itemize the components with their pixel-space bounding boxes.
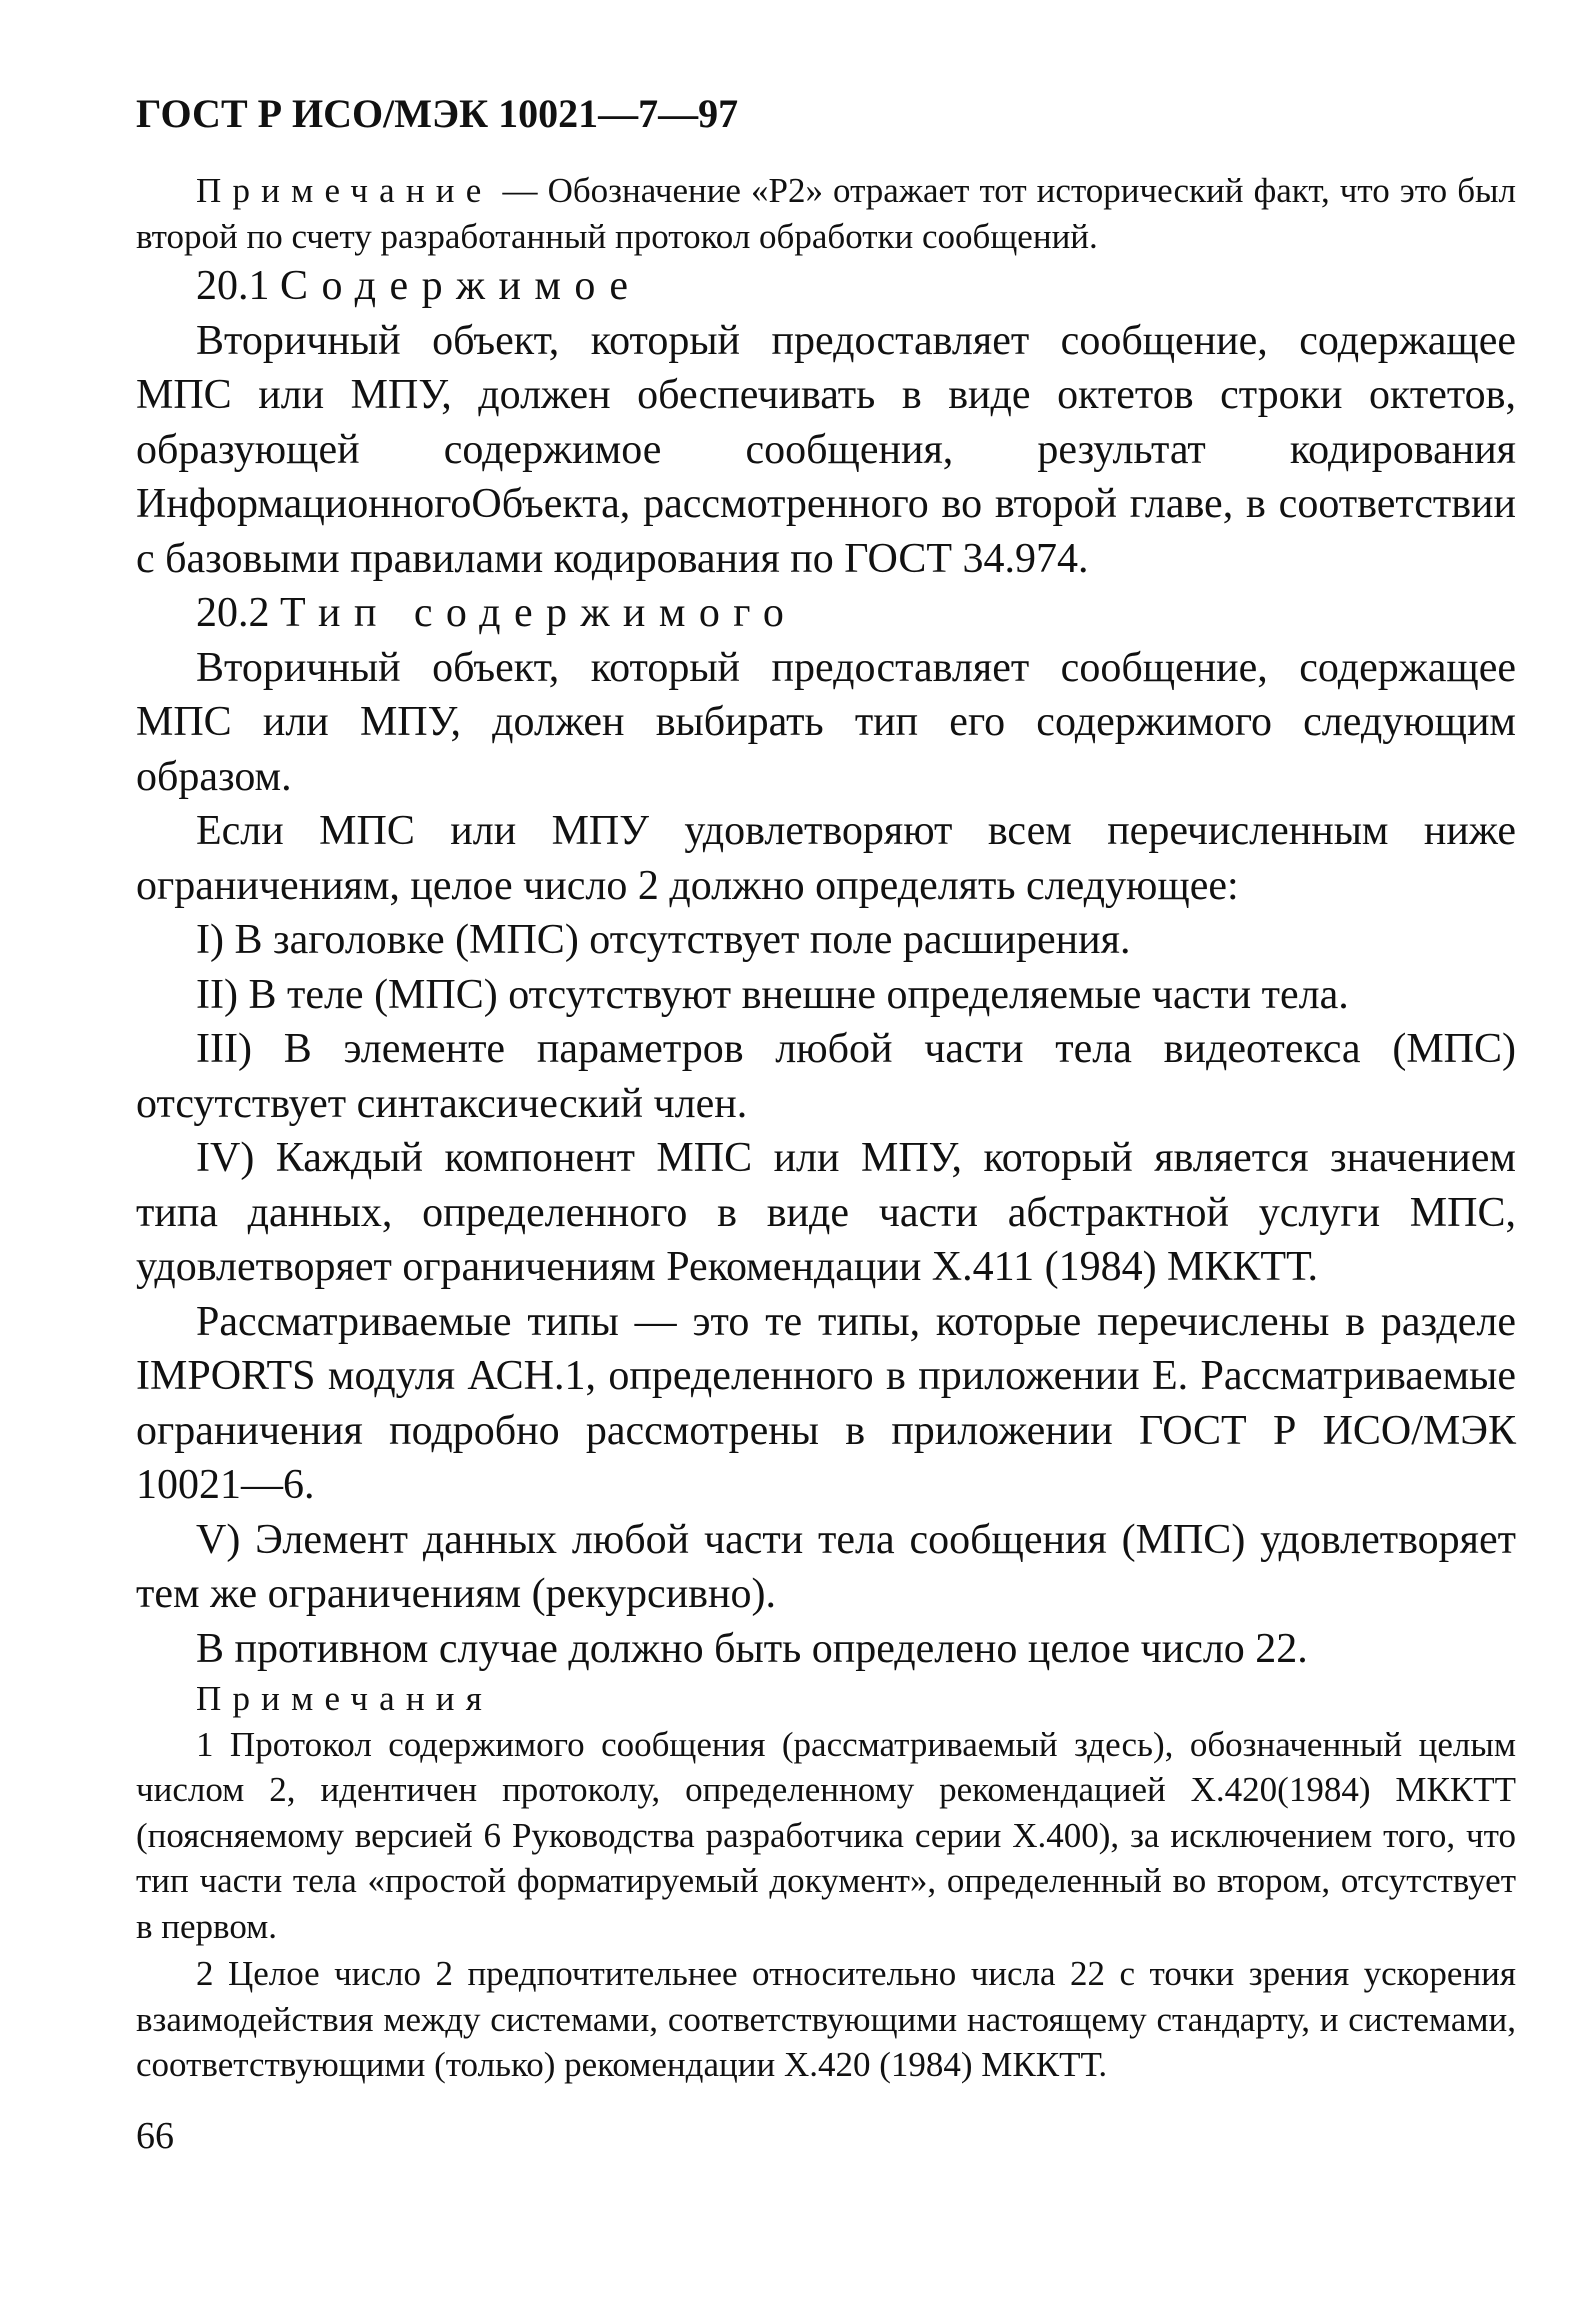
document-header: ГОСТ Р ИСО/МЭК 10021—7—97	[136, 91, 739, 136]
notes-heading: Примечания	[196, 1679, 494, 1718]
section-20-2-title	[136, 586, 1516, 641]
section-20-1-paragraph: Вторичный объект, который предоставляет сообщение, содержащее МПС или МПУ, должен обеспечивать в виде октетов строки октетов, образующей содержимое сообщения, результат кодирования ИнформационногоОбъекта, рассмотренного во второй главе, в соответствии с базовыми правилами кодирования по ГОСТ 34.974.	[136, 317, 1516, 582]
section-20-1-title	[136, 259, 1516, 314]
otherwise-paragraph: В противном случае должно быть определено целое число 22.	[196, 1625, 1308, 1672]
page-number: 66	[136, 2115, 174, 2157]
section-20-2-paragraph-2: Если МПС или МПУ удовлетворяют всем перечисленным ниже ограничениям, целое число 2 должно определять следующее:	[136, 808, 1516, 909]
imports-paragraph: Рассматриваемые типы — это те типы, которые перечислены в разделе IMPORTS модуля АСН.1, определенного в приложении Е. Рассматриваемые ограничения подробно рассмотрены в приложении ГОСТ Р ИСО/МЭК 10021—6.	[136, 1298, 1516, 1508]
note-item-2: 2 Целое число 2 предпочтительнее относительно числа 22 с точки зрения ускорения взаимодействия между системами, соответствующими настоящему стандарту, и системами, соответствующими (только) рекомендации X.420 (1984) МККТТ.	[136, 1954, 1516, 2084]
intro-note	[136, 168, 1516, 259]
section-20-2-paragraph-1: Вторичный объект, который предоставляет сообщение, содержащее МПС или МПУ, должен выбирать тип его содержимого следующим образом.	[136, 644, 1516, 800]
note-item-1: 1 Протокол содержимого сообщения (рассматриваемый здесь), обозначенный целым числом 2, идентичен протоколу, определенному рекомендацией X.420(1984) МККТТ (поясняемому версией 6 Руководства разработчика серии X.400), за исключением того, что тип части тела «простой форматируемый документ», определенный во втором, отсутствует в первом.	[136, 1724, 1516, 1946]
section-number: 20.1	[196, 263, 280, 309]
condition-v: V) Элемент данных любой части тела сообщения (МПС) удовлетворяет тем же ограничениям (рекурсивно).	[136, 1516, 1516, 1617]
note-label: Примечание	[196, 171, 493, 210]
condition-i: I) В заголовке (МПС) отсутствует поле расширения.	[196, 917, 1131, 963]
section-heading: Тип содержимого	[280, 590, 798, 636]
condition-iii: III) В элементе параметров любой части тела видеотекса (МПС) отсутствует синтаксический член.	[136, 1026, 1516, 1127]
document-page	[136, 88, 1516, 2088]
section-heading: Содержимое	[280, 263, 642, 309]
note-text: — Обозначение «Р2» отражает тот исторический факт, что это был второй по счету разработанный протокол обработки сообщений.	[136, 171, 1516, 256]
section-number: 20.2	[196, 590, 280, 636]
condition-iv: IV) Каждый компонент МПС или МПУ, который является значением типа данных, определенного в виде части абстрактной услуги МПС, удовлетворяет ограничениям Рекомендации X.411 (1984) МККТТ.	[136, 1135, 1516, 1290]
condition-ii: II) В теле (МПС) отсутствуют внешне определяемые части тела.	[196, 971, 1349, 1018]
